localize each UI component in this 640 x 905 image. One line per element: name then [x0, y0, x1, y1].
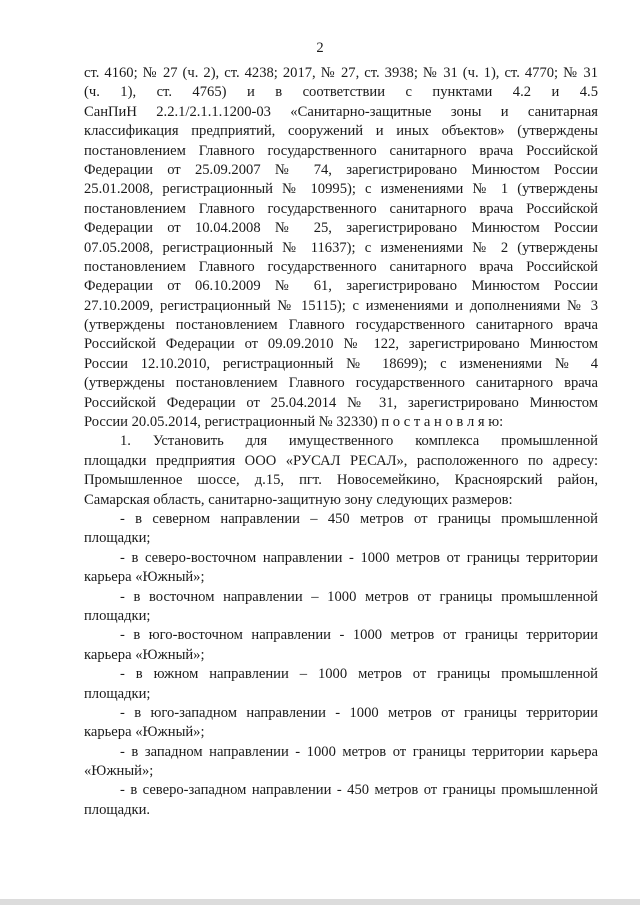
text-line: постановлением Главного государственного санитарного врача Российской: [84, 142, 598, 159]
text-line: - в юго-западном направлении - 1000 метров от границы территории: [120, 704, 598, 721]
document-body: [84, 64, 598, 820]
direction-item: [84, 510, 598, 549]
text-line: постановлением Главного государственного санитарного врача Российской: [84, 258, 598, 275]
text-line: - в западном направлении - 1000 метров от границы территории карьера: [120, 743, 598, 760]
text-line: Российской Федерации от 25.04.2014 № 31, зарегистрировано Минюстом: [84, 394, 598, 411]
text-line: - в северо-западном направлении - 450 метров от границы промышленной: [120, 782, 598, 799]
direction-item: [84, 704, 598, 743]
text-line: Федерации от 10.04.2008 № 25, зарегистрировано Минюстом России: [84, 220, 598, 237]
text-line: Промышленное шоссе, д.15, пгт. Новосемейкино, Красноярский район,: [84, 472, 598, 489]
text-line: «Южный»;: [84, 763, 154, 780]
scan-bottom-edge: [0, 899, 640, 905]
preamble-paragraph: [84, 64, 598, 432]
text-line: 1. Установить для имущественного комплекса промышленной: [120, 433, 598, 450]
text-line: (утверждены постановлением Главного государственного санитарного врача: [84, 375, 598, 392]
text-line: площадки предприятия ООО «РУСАЛ РЕСАЛ», расположенного по адресу:: [84, 452, 598, 469]
text-line: - в восточном направлении – 1000 метров от границы промышленной: [120, 588, 598, 605]
direction-item: [84, 588, 598, 627]
text-line: - в северном направлении – 450 метров от границы промышленной: [120, 510, 598, 527]
text-line: - в южном направлении – 1000 метров от границы промышленной: [120, 666, 598, 683]
direction-item: [84, 665, 598, 704]
direction-item: [84, 626, 598, 665]
direction-item: [84, 781, 598, 820]
text-line: (утверждены постановлением Главного государственного санитарного врача: [84, 317, 598, 334]
text-line: СанПиН 2.2.1/2.1.1.1200-03 «Санитарно-защитные зоны и санитарная: [84, 103, 598, 120]
text-line: России 20.05.2014, регистрационный № 32330) п о с т а н о в л я ю:: [84, 414, 504, 431]
text-line: ст. 4160; № 27 (ч. 2), ст. 4238; 2017, № 27, ст. 3938; № 31 (ч. 1), ст. 4770; № 31: [84, 65, 598, 81]
text-line: 07.05.2008, регистрационный № 11637); с изменениями № 2 (утверждены: [84, 239, 598, 256]
direction-item: [84, 743, 598, 782]
text-line: 25.01.2008, регистрационный № 10995); с изменениями № 1 (утверждены: [84, 181, 598, 198]
text-line: 27.10.2009, регистрационный № 15115); с изменениями и дополнениями № 3: [84, 297, 598, 314]
text-line: карьера «Южный»;: [84, 724, 205, 741]
text-line: площадки;: [84, 685, 151, 702]
text-line: Федерации от 06.10.2009 № 61, зарегистрировано Минюстом России: [84, 278, 598, 295]
text-line: классификация предприятий, сооружений и иных объектов» (утверждены: [84, 123, 598, 140]
text-line: карьера «Южный»;: [84, 646, 205, 663]
text-line: карьера «Южный»;: [84, 569, 205, 586]
text-line: площадки;: [84, 607, 151, 624]
text-line: - в северо-восточном направлении - 1000 метров от границы территории: [120, 549, 598, 566]
direction-item: [84, 549, 598, 588]
text-line: Российской Федерации от 09.09.2010 № 122, зарегистрировано Минюстом: [84, 336, 598, 353]
text-line: площадки.: [84, 801, 151, 818]
page-number: 2: [316, 40, 324, 56]
text-line: (ч. 1), ст. 4765) и в соответствии с пунктами 4.2 и 4.5: [84, 84, 598, 101]
text-line: Федерации от 25.09.2007 № 74, зарегистрировано Минюстом России: [84, 161, 598, 178]
text-line: - в юго-восточном направлении - 1000 метров от границы территории: [120, 627, 598, 644]
text-line: постановлением Главного государственного санитарного врача Российской: [84, 200, 598, 217]
text-line: площадки;: [84, 530, 151, 547]
text-line: России 12.10.2010, регистрационный № 18699); с изменениями № 4: [84, 355, 598, 372]
direction-list: [84, 510, 598, 820]
text-line: Самарская область, санитарно-защитную зону следующих размеров:: [84, 491, 513, 508]
clause-1: [84, 432, 598, 510]
